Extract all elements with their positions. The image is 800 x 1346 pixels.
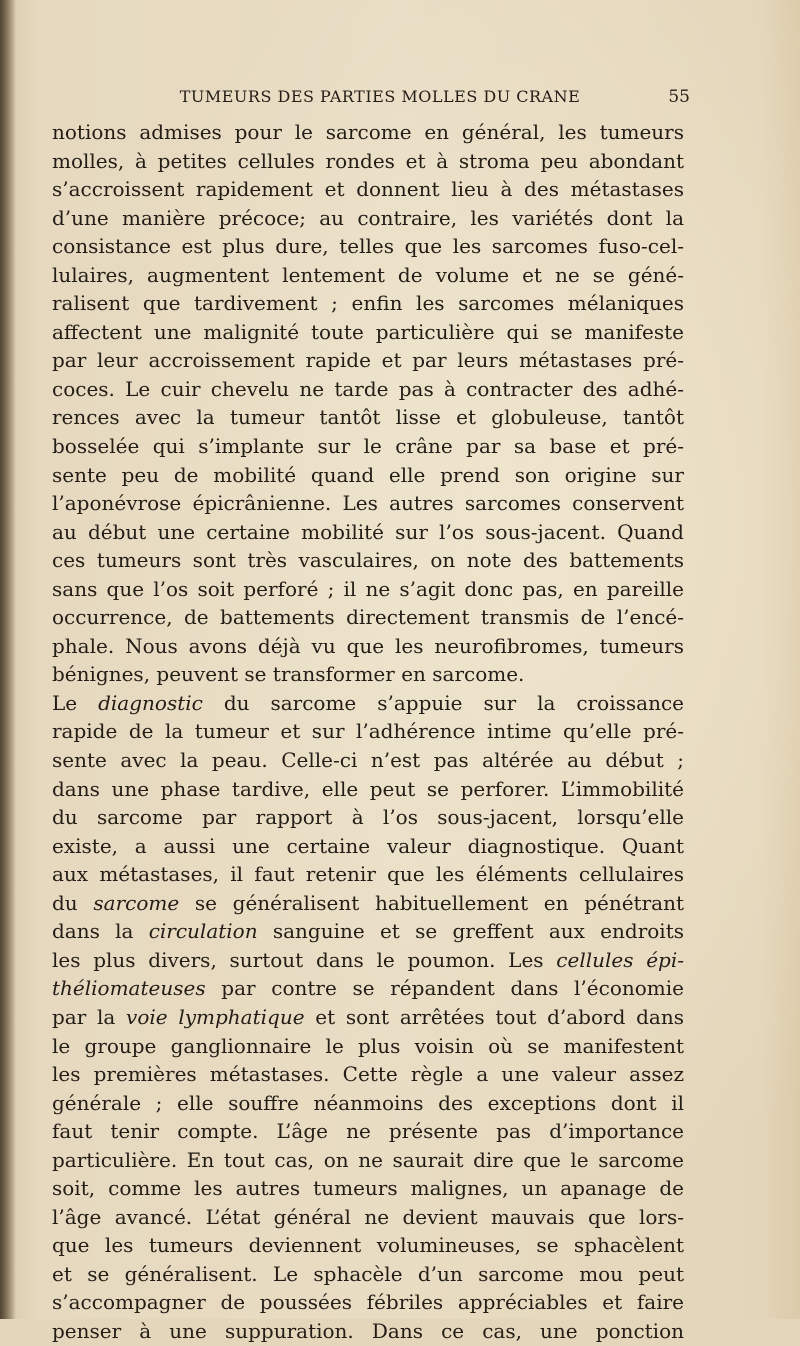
text-line — [52, 632, 684, 661]
text-segment: existe, a aussi une certaine valeur diagnostique. Quant — [52, 833, 684, 858]
text-segment: sente peu de mobilité quand elle prend son origine sur — [52, 462, 684, 487]
text-line — [52, 746, 684, 775]
text-segment: penser à une suppuration. Dans ce cas, une ponction — [52, 1318, 684, 1343]
text-line — [52, 175, 684, 204]
text-line — [52, 232, 684, 261]
text-segment: les plus divers, surtout dans le poumon. Les — [52, 947, 557, 972]
text-line — [52, 318, 684, 347]
text-line — [52, 917, 684, 946]
text-segment: dans la — [52, 919, 149, 944]
text-segment: lulaires, augmentent lentement de volume et ne se géné- — [52, 262, 684, 287]
text-segment: molles, à petites cellules rondes et à stroma peu abondant — [52, 148, 684, 173]
italic-term: voie lymphatique — [126, 1004, 305, 1029]
text-segment: notions admises pour le sarcome en général, les tumeurs — [52, 120, 684, 144]
text-line — [52, 1203, 684, 1232]
text-line — [52, 461, 684, 490]
text-line — [52, 1089, 684, 1118]
text-segment: faut tenir compte. L’âge ne présente pas d’importance — [52, 1119, 684, 1144]
text-line — [52, 575, 684, 604]
text-segment: bénignes, peuvent se transformer en sarcome. — [52, 662, 525, 687]
page-binding-edge — [0, 0, 16, 1319]
text-segment: du — [52, 890, 94, 915]
text-line — [52, 1260, 684, 1289]
text-segment: affectent une malignité toute particulière qui se manifeste — [52, 319, 684, 344]
text-line — [52, 1146, 684, 1175]
text-segment: Le — [52, 690, 99, 715]
text-line — [52, 289, 684, 318]
text-line — [52, 1288, 684, 1317]
text-line — [52, 1060, 684, 1089]
text-line — [52, 147, 684, 176]
text-line — [52, 832, 684, 861]
text-segment: s’accompagner de poussées fébriles appréciables et faire — [52, 1290, 684, 1315]
text-segment: phale. Nous avons déjà vu que les neurofibromes, tumeurs — [52, 633, 684, 658]
text-line — [52, 546, 684, 575]
running-title: TUMEURS DES PARTIES MOLLES DU CRANE — [179, 87, 581, 106]
text-segment: rapide de la tumeur et sur l’adhérence intime qu’elle pré- — [52, 719, 684, 744]
text-segment: le groupe ganglionnaire le plus voisin où se manifestent — [52, 1033, 684, 1058]
text-segment: occurrence, de battements directement transmis de l’encé- — [52, 605, 684, 630]
text-line — [52, 204, 684, 233]
text-line — [52, 1174, 684, 1203]
text-line — [52, 1317, 684, 1346]
text-segment: ralisent que tardivement ; enfin les sarcomes mélaniques — [52, 291, 684, 316]
text-segment: d’une manière précoce; au contraire, les variétés dont la — [52, 205, 684, 230]
text-segment: ces tumeurs sont très vasculaires, on note des battements — [52, 548, 684, 573]
text-line — [52, 403, 684, 432]
text-line — [52, 1003, 684, 1032]
text-segment: et sont arrêtées tout d’abord dans — [304, 1004, 684, 1029]
text-segment: dans une phase tardive, elle peut se perforer. L’immobilité — [52, 776, 684, 801]
text-segment: s’accroissent rapidement et donnent lieu à des métastases — [52, 177, 684, 202]
text-line — [52, 860, 684, 889]
italic-term: théliomateuses — [52, 976, 206, 1001]
text-segment: sanguine et se greffent aux endroits — [257, 919, 684, 944]
text-segment: l’aponévrose épicrânienne. Les autres sarcomes conservent — [52, 491, 684, 516]
text-line — [52, 660, 684, 689]
text-segment: et se généralisent. Le sphacèle d’un sarcome mou peut — [52, 1261, 684, 1286]
text-segment: aux métastases, il faut retenir que les éléments cellulaires — [52, 862, 684, 887]
body-text — [52, 118, 684, 1346]
text-segment: se généralisent habituellement en pénétrant — [179, 890, 684, 915]
text-segment: l’âge avancé. L’état général ne devient mauvais que lors- — [52, 1204, 684, 1229]
text-line — [52, 803, 684, 832]
text-segment: générale ; elle souffre néanmoins des exceptions dont il — [52, 1090, 684, 1115]
text-line — [52, 775, 684, 804]
text-line — [52, 1231, 684, 1260]
text-line — [52, 974, 684, 1003]
page-number: 55 — [668, 87, 690, 107]
text-line — [52, 375, 684, 404]
text-segment: sans que l’os soit perforé ; il ne s’agit donc pas, en pareille — [52, 576, 684, 601]
text-segment: soit, comme les autres tumeurs malignes, un apanage de — [52, 1176, 684, 1201]
italic-term: circulation — [148, 919, 258, 944]
text-line — [52, 118, 684, 147]
text-line — [52, 432, 684, 461]
italic-term: diagnostic — [98, 690, 203, 715]
text-segment: coces. Le cuir chevelu ne tarde pas à contracter des adhé- — [52, 376, 684, 401]
text-segment: par leur accroissement rapide et par leurs métastases pré- — [52, 348, 684, 373]
text-line — [52, 946, 684, 975]
text-line — [52, 518, 684, 547]
text-segment: particulière. En tout cas, on ne saurait dire que le sarcome — [52, 1147, 684, 1172]
text-line — [52, 489, 684, 518]
text-segment: sente avec la peau. Celle-ci n’est pas altérée au début ; — [52, 748, 684, 773]
text-line — [52, 1117, 684, 1146]
text-line — [52, 889, 684, 918]
text-line — [52, 1032, 684, 1061]
italic-term: sarcome — [93, 890, 180, 915]
italic-term: cellules épi- — [556, 947, 684, 972]
text-segment: par contre se répandent dans l’économie — [205, 976, 684, 1001]
text-segment: au début une certaine mobilité sur l’os sous-jacent. Quand — [52, 519, 684, 544]
running-header — [100, 84, 690, 110]
text-line — [52, 717, 684, 746]
text-segment: du sarcome par rapport à l’os sous-jacent, lorsqu’elle — [52, 805, 684, 830]
text-segment: consistance est plus dure, telles que les sarcomes fuso-cel- — [52, 234, 684, 259]
text-segment: par la — [52, 1004, 127, 1029]
text-segment: du sarcome s’appuie sur la croissance — [202, 690, 684, 715]
text-segment: les premières métastases. Cette règle a une valeur assez — [52, 1062, 684, 1087]
text-segment: que les tumeurs deviennent volumineuses, se sphacèlent — [52, 1233, 684, 1258]
text-line — [52, 603, 684, 632]
text-segment: bosselée qui s’implante sur le crâne par sa base et pré- — [52, 434, 684, 459]
text-segment: rences avec la tumeur tantôt lisse et globuleuse, tantôt — [52, 405, 684, 430]
text-line — [52, 689, 684, 718]
text-line — [52, 261, 684, 290]
text-line — [52, 346, 684, 375]
